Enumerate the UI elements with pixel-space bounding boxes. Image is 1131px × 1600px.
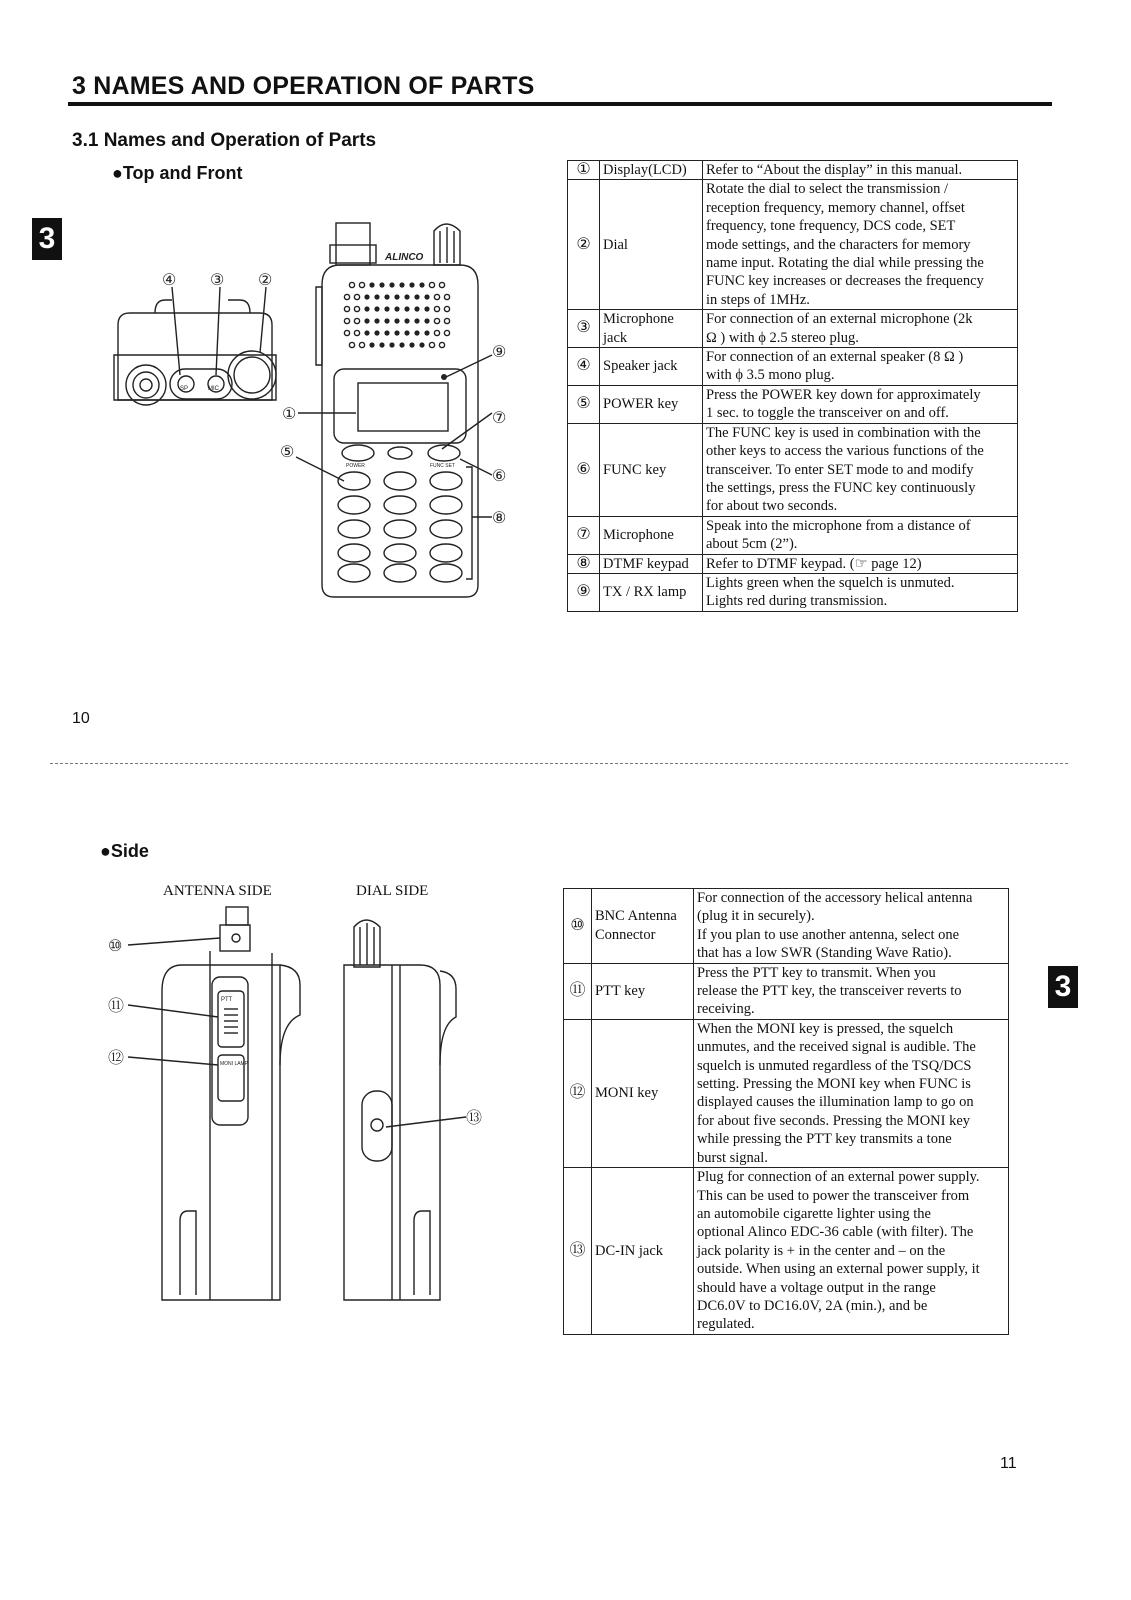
part-description xyxy=(703,161,1018,180)
description-line: release the PTT key, the transceiver reverts to xyxy=(697,983,962,1000)
side-figure xyxy=(100,905,500,1310)
part-number: ⑧ xyxy=(568,554,600,573)
part-description xyxy=(694,963,1009,1019)
table-row xyxy=(568,180,1018,310)
part-description xyxy=(694,889,1009,964)
description-line: name input. Rotating the dial while pressing the xyxy=(706,255,984,272)
description-line: For connection of an external speaker (8 Ω ) xyxy=(706,349,964,366)
part-number: ① xyxy=(568,161,600,180)
part-name: BNC Antenna Connector xyxy=(592,889,694,964)
callout-2-top: ② xyxy=(258,272,273,289)
jack-mic-label: MIC xyxy=(208,386,219,392)
part-number: ⑩ xyxy=(564,889,592,964)
page-number-right: 11 xyxy=(1000,1455,1017,1472)
description-line: Lights red during transmission. xyxy=(706,593,888,610)
description-line: for about five seconds. Pressing the MONI key xyxy=(697,1112,971,1129)
part-name: FUNC key xyxy=(600,423,703,516)
part-description xyxy=(703,348,1018,386)
description-line: with ϕ 3.5 mono plug. xyxy=(706,367,835,384)
chapter-rule xyxy=(68,102,1052,106)
description-line: should have a voltage output in the range xyxy=(697,1279,936,1296)
chapter-tab-left: 3 xyxy=(32,218,62,260)
page-number-left: 10 xyxy=(72,710,90,727)
description-line: frequency, tone frequency, DCS code, SET xyxy=(706,218,956,235)
part-name: Speaker jack xyxy=(600,348,703,386)
speaker-grill xyxy=(344,282,449,347)
part-name: DTMF keypad xyxy=(600,554,703,573)
table-row xyxy=(564,963,1009,1019)
table-row xyxy=(568,310,1018,348)
part-name: Microphone jack xyxy=(600,310,703,348)
chapter-title: 3 NAMES AND OPERATION OF PARTS xyxy=(72,72,535,100)
description-line: Refer to “About the display” in this manual. xyxy=(706,162,963,178)
part-description xyxy=(694,1019,1009,1167)
table-row xyxy=(568,423,1018,516)
part-number: ④ xyxy=(568,348,600,386)
parts-table-side xyxy=(563,888,1009,1335)
description-line: for about two seconds. xyxy=(706,498,838,515)
callout-8: ⑧ xyxy=(492,510,507,527)
description-line: optional Alinco EDC-36 cable (with filter). The xyxy=(697,1224,974,1241)
antenna-side-drawing xyxy=(108,907,300,1300)
description-line: If you plan to use another antenna, select one xyxy=(697,926,960,943)
description-line: the settings, press the FUNC key continuously xyxy=(706,479,976,496)
parts-table-top xyxy=(567,160,1018,612)
part-description xyxy=(703,310,1018,348)
side-heading: ●Side xyxy=(100,841,149,861)
description-line: jack polarity is + in the center and – on the xyxy=(697,1242,946,1259)
description-line: Press the POWER key down for approximately xyxy=(706,386,981,403)
part-description xyxy=(703,516,1018,554)
table-row xyxy=(568,348,1018,386)
jack-sp-label: SP xyxy=(180,386,189,392)
description-line: Speak into the microphone from a distance of xyxy=(706,517,971,534)
description-line: unmutes, and the received signal is audible. The xyxy=(697,1039,976,1056)
part-number: ⑫ xyxy=(564,1019,592,1167)
part-description xyxy=(703,554,1018,573)
description-line: outside. When using an external power supply, it xyxy=(697,1261,980,1278)
table-row xyxy=(564,1019,1009,1167)
power-key-label: POWER xyxy=(346,463,365,469)
ptt-key-label: PTT xyxy=(221,997,233,1003)
part-description xyxy=(694,1168,1009,1335)
table-row xyxy=(568,385,1018,423)
part-description xyxy=(703,423,1018,516)
callout-7: ⑦ xyxy=(492,410,507,427)
callout-4-top: ④ xyxy=(162,272,177,289)
description-line: transceiver. To enter SET mode to and modify xyxy=(706,461,974,478)
description-line: burst signal. xyxy=(697,1149,768,1166)
description-line: Lights green when the squelch is unmuted. xyxy=(706,574,955,591)
table-row xyxy=(568,573,1018,611)
description-line: 1 sec. to toggle the transceiver on and off. xyxy=(706,405,949,422)
description-line: This can be used to power the transceiver from xyxy=(697,1187,970,1204)
part-number: ⑥ xyxy=(568,423,600,516)
page-divider xyxy=(50,763,1068,764)
description-line: while pressing the PTT key transmits a tone xyxy=(697,1131,952,1148)
table-row xyxy=(564,1168,1009,1335)
chapter-tab-right: 3 xyxy=(1048,966,1078,1008)
description-line: DC6.0V to DC16.0V, 2A (min.), and be xyxy=(697,1297,928,1314)
dial-side-label: DIAL SIDE xyxy=(356,883,429,899)
description-line: FUNC key increases or decreases the frequency xyxy=(706,273,984,290)
description-line: (plug it in securely). xyxy=(697,908,815,925)
description-line: in steps of 1MHz. xyxy=(706,291,810,308)
callout-1: ① xyxy=(282,406,297,423)
front-view-drawing xyxy=(280,223,506,597)
callout-11: ⑪ xyxy=(108,998,125,1015)
part-name: Dial xyxy=(600,180,703,310)
description-line: other keys to access the various functions of the xyxy=(706,443,984,460)
dtmf-keypad xyxy=(338,472,462,582)
description-line: Ω ) with ϕ 2.5 stereo plug. xyxy=(706,329,859,346)
description-line: about 5cm (2”). xyxy=(706,536,798,553)
part-number: ③ xyxy=(568,310,600,348)
description-line: receiving. xyxy=(697,1001,755,1018)
description-line: For connection of an external microphone (2k xyxy=(706,311,973,328)
part-name: PTT key xyxy=(592,963,694,1019)
part-name: DC-IN jack xyxy=(592,1168,694,1335)
description-line: an automobile cigarette lighter using the xyxy=(697,1205,931,1222)
callout-12: ⑫ xyxy=(108,1050,125,1067)
func-key-label: FUNC SET xyxy=(430,463,455,469)
part-name: TX / RX lamp xyxy=(600,573,703,611)
description-line: The FUNC key is used in combination with the xyxy=(706,424,981,441)
part-name: POWER key xyxy=(600,385,703,423)
top-front-figure xyxy=(100,205,560,610)
callout-3-top: ③ xyxy=(210,272,225,289)
description-line: that has a low SWR (Standing Wave Ratio). xyxy=(697,945,952,962)
brand-label: ALINCO xyxy=(385,252,424,263)
description-line: Refer to DTMF keypad. (☞ page 12) xyxy=(706,555,922,572)
table-row xyxy=(568,161,1018,180)
part-number: ⑨ xyxy=(568,573,600,611)
part-description xyxy=(703,180,1018,310)
part-number: ⑪ xyxy=(564,963,592,1019)
callout-6: ⑥ xyxy=(492,468,507,485)
description-line: displayed causes the illumination lamp to go on xyxy=(697,1094,974,1111)
part-name: Microphone xyxy=(600,516,703,554)
top-view-drawing xyxy=(114,272,276,405)
part-number: ⑬ xyxy=(564,1168,592,1335)
description-line: For connection of the accessory helical antenna xyxy=(697,890,973,906)
dial-side-drawing xyxy=(344,920,482,1300)
description-line: Press the PTT key to transmit. When you xyxy=(697,964,936,981)
description-line: setting. Pressing the MONI key when FUNC is xyxy=(697,1076,971,1093)
description-line: squelch is unmuted regardless of the TSQ/DCS xyxy=(697,1057,972,1074)
callout-13: ⑬ xyxy=(466,1110,483,1127)
table-row xyxy=(568,554,1018,573)
part-description xyxy=(703,573,1018,611)
description-line: reception frequency, memory channel, offset xyxy=(706,199,965,216)
section-title: 3.1 Names and Operation of Parts xyxy=(72,130,377,151)
part-number: ② xyxy=(568,180,600,310)
description-line: mode settings, and the characters for memory xyxy=(706,236,971,253)
description-line: Plug for connection of an external power supply. xyxy=(697,1169,980,1186)
table-row xyxy=(564,889,1009,964)
callout-10: ⑩ xyxy=(108,938,123,955)
description-line: When the MONI key is pressed, the squelch xyxy=(697,1020,954,1037)
antenna-side-label: ANTENNA SIDE xyxy=(163,883,272,899)
top-front-heading: ●Top and Front xyxy=(112,163,243,183)
part-description xyxy=(703,385,1018,423)
moni-key-label: MONI LAMP xyxy=(220,1061,249,1067)
part-number: ⑤ xyxy=(568,385,600,423)
description-line: regulated. xyxy=(697,1316,755,1333)
part-name: Display(LCD) xyxy=(600,161,703,180)
description-line: Rotate the dial to select the transmission / xyxy=(706,181,949,198)
part-name: MONI key xyxy=(592,1019,694,1167)
table-row xyxy=(568,516,1018,554)
callout-5: ⑤ xyxy=(280,444,295,461)
part-number: ⑦ xyxy=(568,516,600,554)
callout-9: ⑨ xyxy=(492,344,507,361)
